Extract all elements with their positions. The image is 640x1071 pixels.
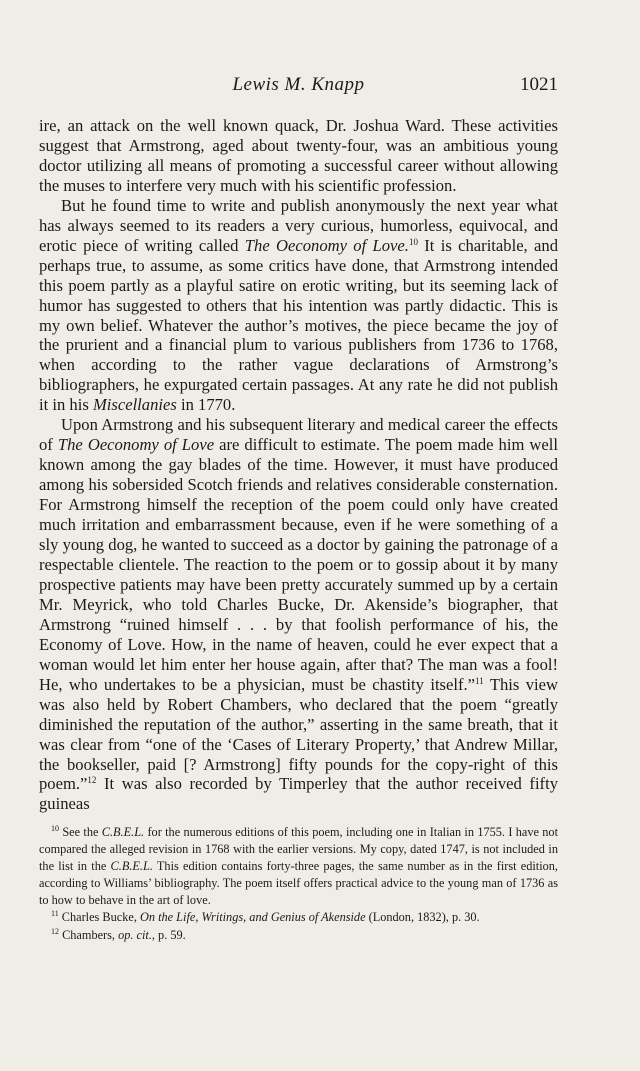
text-run: (London, 1832), p. 30. <box>365 910 480 925</box>
abbreviation: op. cit. <box>118 927 152 942</box>
footnote-11 <box>39 909 558 926</box>
footnote-marker: 12 <box>87 775 97 786</box>
running-head-author: Lewis M. Knapp <box>232 74 365 95</box>
text-run: Upon Armstrong and his subsequent literary and medical career the effects of <box>39 415 558 455</box>
text-run: in 1770. <box>176 395 236 415</box>
work-title: The Oeconomy of Love <box>57 435 215 455</box>
paragraph-1 <box>39 116 558 196</box>
text-run: Chambers, <box>59 927 119 942</box>
work-title: Miscellanies <box>92 395 177 415</box>
abbreviation: C.B.E.L. <box>101 825 145 839</box>
text-run: It is charitable, and perhaps true, to assume, as some critics have done, that Armstrong intended this poem partly as a playful satire on erotic writing, but its seeming lack of humor has suggested to others that his intention was partly didactic. This is my own belief. Whatever the author’s motives, the piece became the joy of the prurient and a financial plum to various publishers from 1736 to 1768, when according to the rather vague declarations of Armstrong’s bibliographers, he expurgated certain passages. At any rate he did not publish it in his <box>39 235 558 415</box>
text-run: But he found time to write and publish anonymously the next year what has always seemed to its readers a very curious, humorless, equivocal, and erotic piece of writing called <box>39 195 558 255</box>
footnote-10 <box>39 824 558 909</box>
abbreviation: C.B.E.L. <box>110 859 153 874</box>
work-title: On the Life, Writings, and Genius of Akenside <box>139 910 366 925</box>
paragraph-2 <box>39 196 558 415</box>
text-run: for the numerous editions of this poem, including one in Italian in 1755. I have not compared the alleged revision in 1768 with the earlier versions. My copy, dated 1747, is not included in the list in the <box>39 825 558 874</box>
body-text <box>39 116 558 814</box>
text-run: , p. 59. <box>151 927 186 942</box>
running-header <box>39 70 558 100</box>
footnote-number: 10 <box>51 824 59 833</box>
footnotes <box>39 824 558 944</box>
footnote-number: 12 <box>51 926 59 936</box>
footnote-marker: 10 <box>408 236 418 247</box>
text-run: It was also recorded by Timperley that the author received fifty guineas <box>39 774 558 814</box>
text-run: Charles Bucke, <box>58 910 140 925</box>
text-run: ire, an attack on the well known quack, Dr. Joshua Ward. These activities suggest that Armstrong, aged about twenty-four, was an ambitious young doctor utilizing all means of promoting a successful career without allowing the muses to interfere very much with his scientific profession. <box>39 116 558 195</box>
work-title: The Oeconomy of Love. <box>244 235 409 255</box>
text-run: This view was also held by Robert Chambers, who declared that the poem “greatly diminished the reputation of the author,” asserting in the same breath, that it was clear from “one of the ‘Cases of Literary Property,’ that Andrew Millar, the bookseller, paid [? Armstrong] fifty pounds for the copy-right of this poem.” <box>39 674 558 794</box>
paragraph-3 <box>39 415 558 814</box>
text-run: are difficult to estimate. The poem made him well known among the gay blades of the time. However, it must have produced among his sobersided Scotch friends and relatives considerable consternation. For Armstrong himself the reception of the poem could only have created much irritation and embarrassment because, even if he were something of a sly young dog, he wanted to succeed as a doctor by gaining the patronage of a respectable clientele. The reaction to the poem or to gossip about it by many prospective patients may have been pretty accurately summed up by a certain Mr. Meyrick, who told Charles Bucke, Dr. Akenside’s biographer, that Armstrong “ruined himself . . . by that foolish performance of his, the Economy of Love. How, in the name of heaven, could he ever expect that a woman would let him enter her house again, after that? The man was a fool! He, who undertakes to be a physician, must be chastity itself.” <box>39 435 558 694</box>
page-number: 1021 <box>520 74 558 95</box>
page <box>39 0 558 1071</box>
text-run: See the <box>59 825 102 839</box>
footnote-12 <box>39 927 558 944</box>
footnote-marker: 11 <box>475 675 484 686</box>
text-run: This edition contains forty-three pages, the same number as in the first edition, according to Williams’ bibliography. The poem itself offers practical advice to the young man of 1736 as to how to behave in the art of love. <box>39 859 558 908</box>
footnote-number: 11 <box>51 909 59 919</box>
